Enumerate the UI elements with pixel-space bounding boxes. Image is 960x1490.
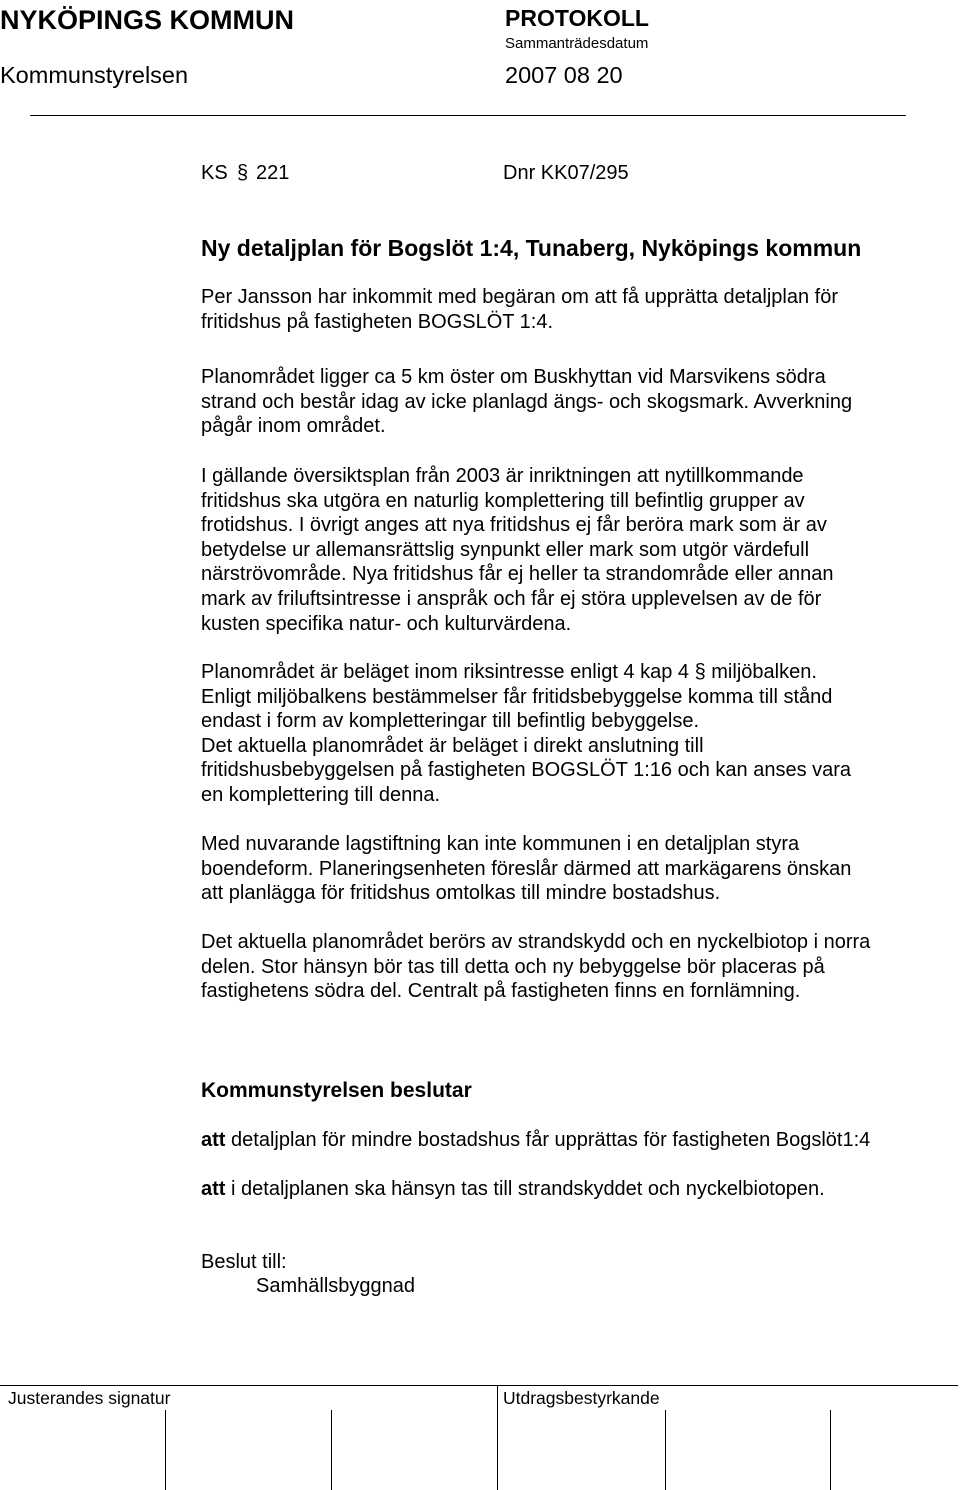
decision-item — [201, 1128, 870, 1153]
paragraph-line: endast i form av kompletteringar till befintlig bebyggelse. — [201, 710, 700, 733]
section-number: 221 — [256, 162, 290, 184]
paragraph-line: mark av friluftsintresse i anspråk och får ej störa upplevelsen av de för — [201, 587, 822, 610]
committee-name: Kommunstyrelsen — [0, 62, 189, 88]
paragraph-line: Enligt miljöbalkens bestämmelser får fritidsbebyggelse komma till stånd — [201, 685, 833, 708]
item-title: Ny detaljplan för Bogslöt 1:4, Tunaberg, Nyköpings kommun — [201, 235, 862, 261]
paragraph — [201, 930, 870, 1004]
paragraph-line: Med nuvarande lagstiftning kan inte kommunen i en detaljplan styra — [201, 833, 800, 855]
signature-box-divider — [165, 1410, 166, 1490]
paragraph — [201, 464, 834, 636]
document-type: PROTOKOLL — [505, 5, 649, 31]
paragraph-line: boendeform. Planeringsenheten föreslår därmed att markägarens önskan — [201, 857, 852, 880]
paragraph-line: betydelse ur allemansrättslig synpunkt eller mark som utgör värdefull — [201, 538, 810, 561]
paragraph-line: fritidshus på fastigheten BOGSLÖT 1:4. — [201, 310, 554, 333]
meeting-date: 2007 08 20 — [505, 62, 623, 88]
registration-number: Dnr KK07/295 — [503, 162, 629, 184]
ks-label: KS — [201, 162, 228, 184]
signature-box-divider — [830, 1410, 831, 1490]
paragraph-line: Per Jansson har inkommit med begäran om att få upprätta detaljplan för — [201, 286, 839, 308]
paragraph-line: fritidshus ska utgöra en naturlig komplettering till befintlig grupper av — [201, 489, 805, 512]
paragraph-line: frotidshus. I övrigt anges att nya fritidshus ej får beröra mark som är av — [201, 514, 827, 537]
decision-keyword: att — [201, 1129, 226, 1151]
signature-box-divider — [331, 1410, 332, 1490]
paragraph — [201, 365, 852, 439]
paragraph-line: I gällande översiktsplan från 2003 är inriktningen att nytillkommande — [201, 465, 804, 487]
decision-text: detaljplan för mindre bostadshus får upprättas för fastigheten Bogslöt1:4 — [231, 1129, 871, 1151]
paragraph-line: delen. Stor hänsyn bör tas till detta och ny bebyggelse bör placeras på — [201, 955, 825, 978]
decision-text: i detaljplanen ska hänsyn tas till strandskyddet och nyckelbiotopen. — [231, 1178, 825, 1200]
paragraph-line: Det aktuella planområdet berörs av strandskydd och en nyckelbiotop i norra — [201, 931, 871, 953]
paragraph-line: pågår inom området. — [201, 415, 386, 438]
footer-rule — [0, 1385, 958, 1386]
paragraph-line: Det aktuella planområdet är beläget i direkt anslutning till — [201, 734, 704, 757]
signature-label: Justerandes signatur — [8, 1388, 171, 1408]
paragraph-line: fastighetens södra del. Centralt på fastigheten finns en fornlämning. — [201, 980, 801, 1003]
footer-center-divider — [497, 1385, 498, 1490]
paragraph-line: strand och består idag av icke planlagd ängs- och skogsmark. Avverkning — [201, 390, 853, 413]
decision-keyword: att — [201, 1178, 226, 1200]
paragraph-line: fritidshusbebyggelsen på fastigheten BOGSLÖT 1:16 och kan anses vara — [201, 759, 852, 782]
organization-name: NYKÖPINGS KOMMUN — [0, 5, 295, 35]
signature-box-divider — [665, 1410, 666, 1490]
paragraph-line: kusten specifika natur- och kulturvärdena. — [201, 612, 572, 635]
distribution-label: Beslut till: — [201, 1251, 287, 1273]
paragraph-line: en komplettering till denna. — [201, 783, 441, 806]
paragraph — [201, 285, 838, 334]
certification-label: Utdragsbestyrkande — [503, 1388, 660, 1408]
header-rule — [30, 115, 906, 116]
paragraph-line: närströvområde. Nya fritidshus får ej heller ta strandområde eller annan — [201, 563, 834, 586]
section-sign: § — [237, 162, 249, 184]
distribution-recipient: Samhällsbyggnad — [256, 1275, 415, 1297]
paragraph-line: att planlägga för fritidshus omtolkas till mindre bostadshus. — [201, 882, 721, 905]
paragraph — [201, 832, 851, 906]
decision-heading: Kommunstyrelsen beslutar — [201, 1079, 472, 1102]
meeting-date-label: Sammanträdesdatum — [505, 35, 649, 52]
paragraph — [201, 660, 851, 808]
paragraph-line: Planområdet är beläget inom riksintresse enligt 4 kap 4 § miljöbalken. — [201, 661, 817, 683]
paragraph-line: Planområdet ligger ca 5 km öster om Buskhyttan vid Marsvikens södra — [201, 366, 826, 388]
decision-item — [201, 1177, 825, 1202]
